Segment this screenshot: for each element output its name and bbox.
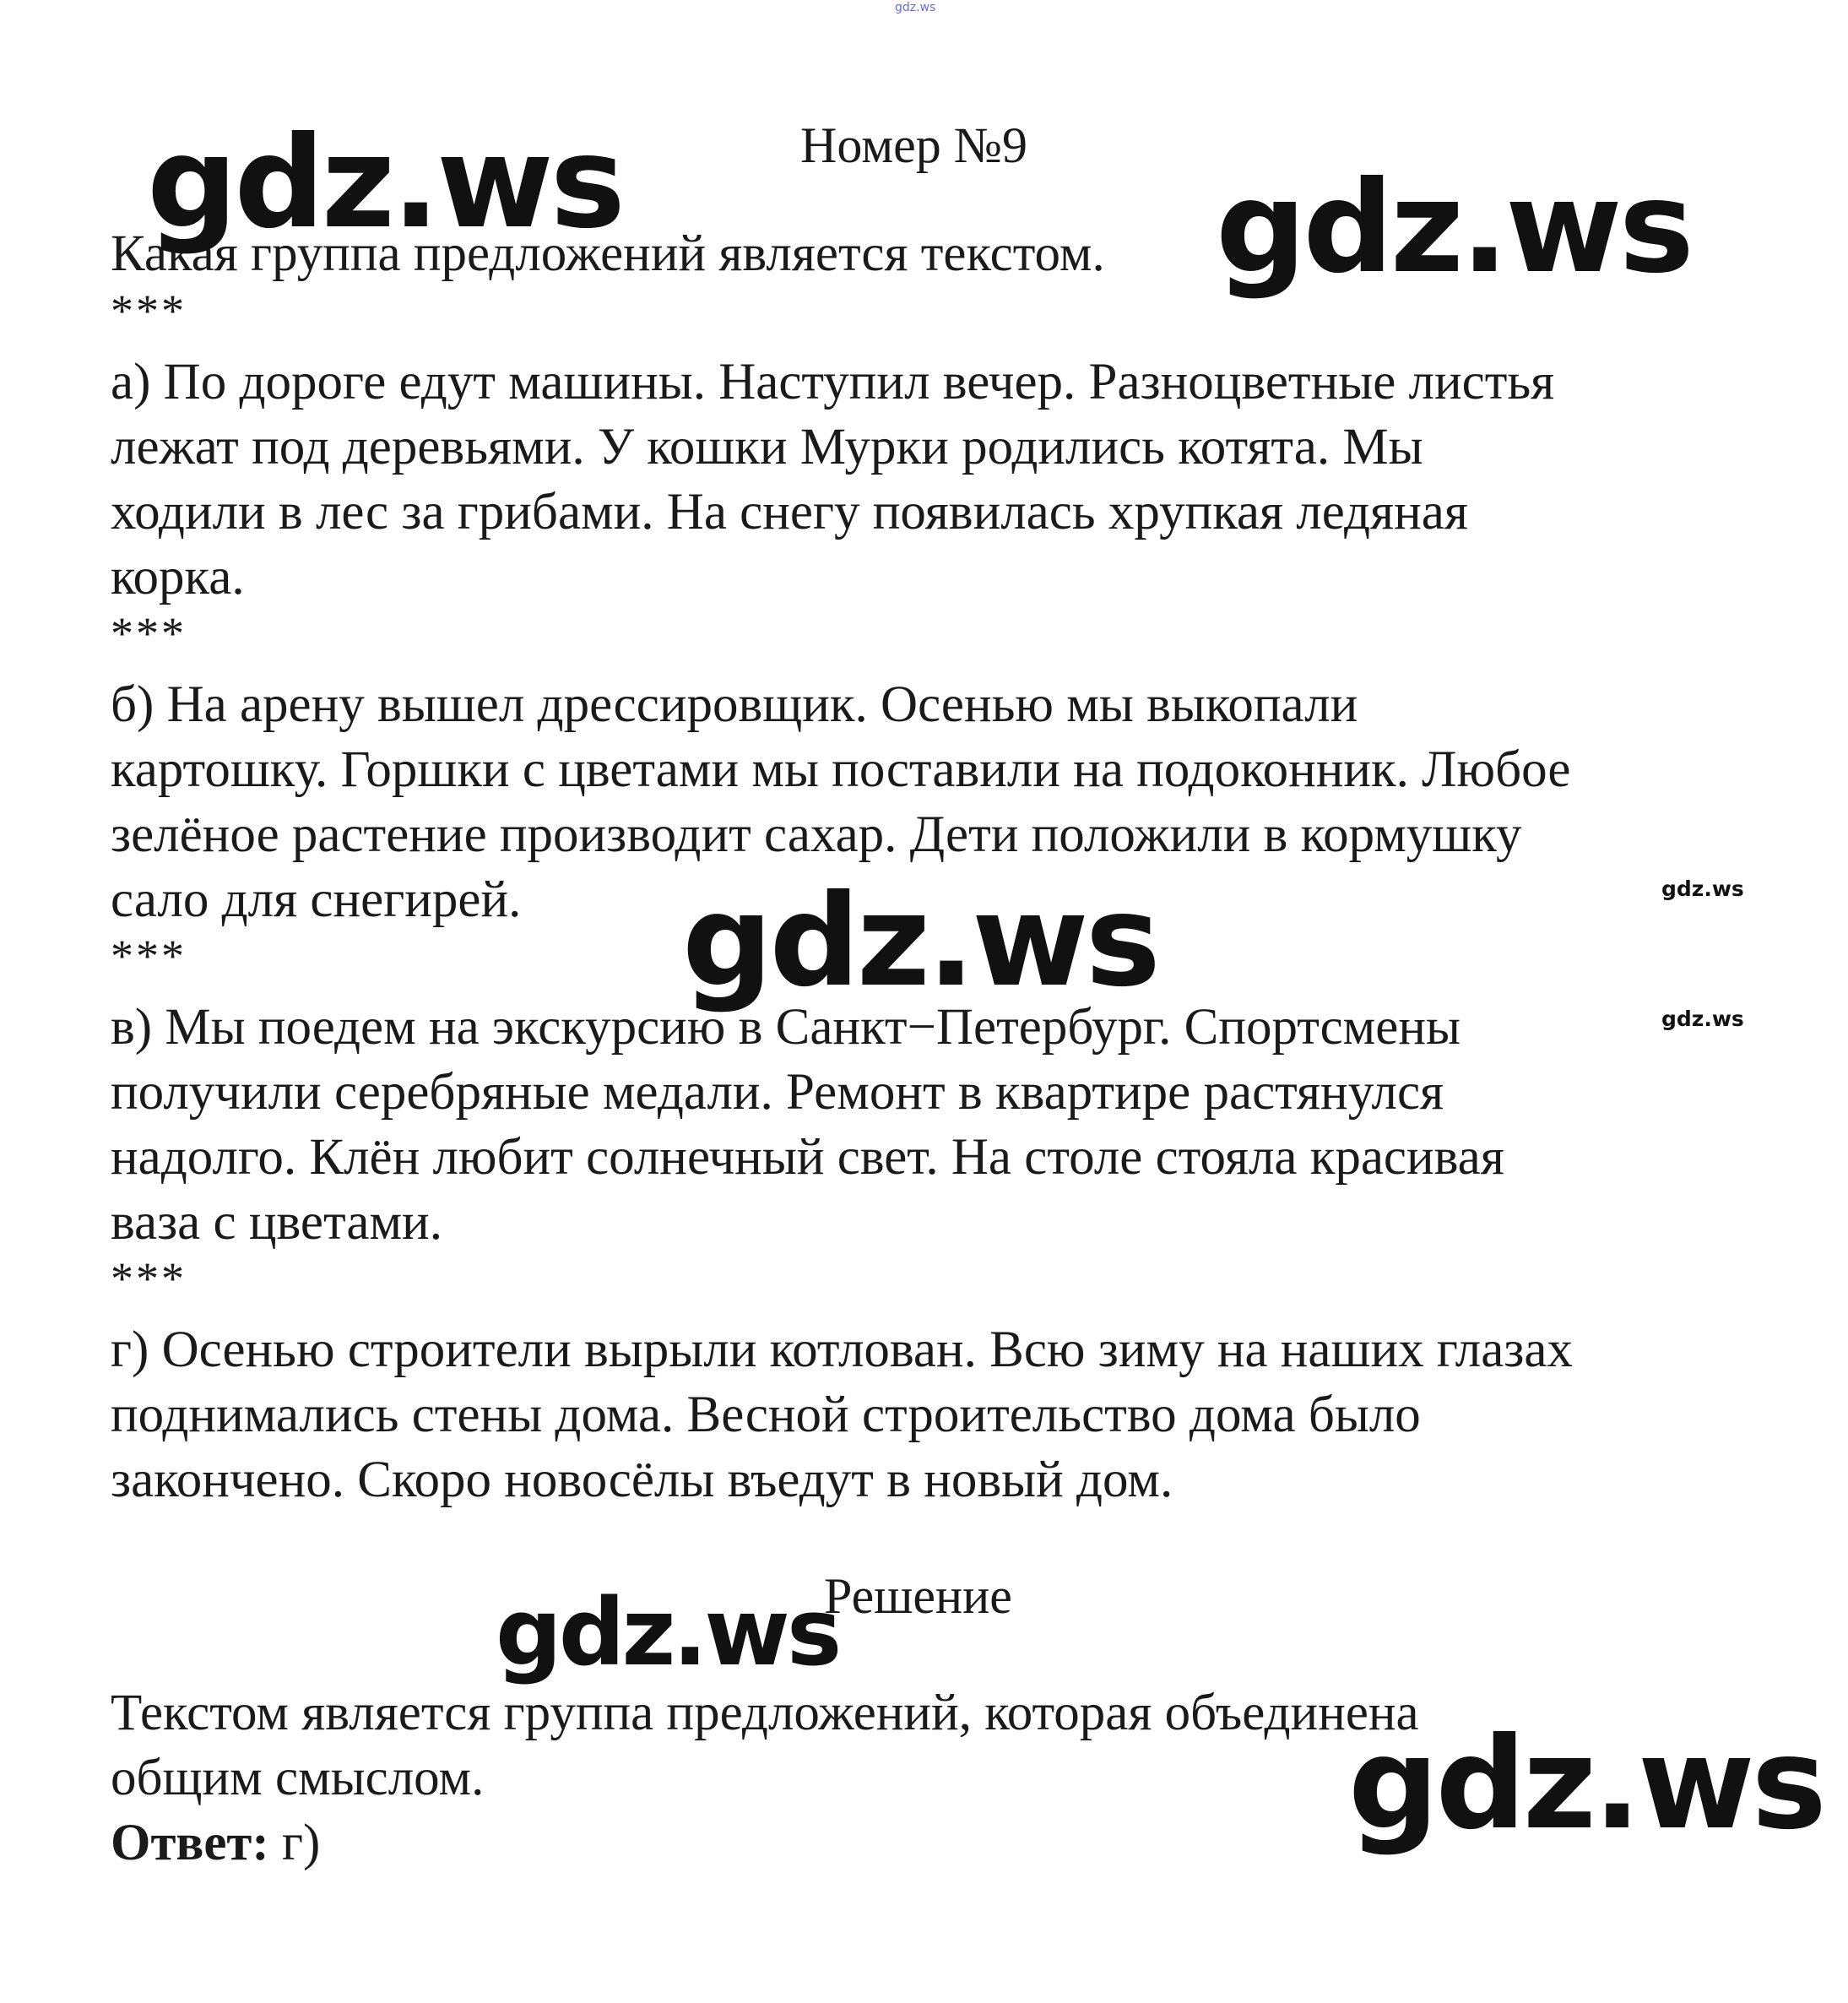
separator: *** [111,1253,187,1304]
option-line: корка. [111,549,245,605]
solution-line: общим смыслом. [111,1750,485,1806]
watermark: gdz.ws [496,1578,839,1686]
option-line: сало для снегирей. [111,871,522,928]
option-line: в) Мы поедем на экскурсию в Санкт−Петербург. Спортсмены [111,999,1461,1056]
option-line: а) По дороге едут машины. Наступил вечер. Разноцветные листья [111,354,1555,410]
separator: *** [111,608,187,659]
header-watermark: gdz.ws [895,1,936,14]
option-g [111,1317,1765,1512]
watermark: gdz.ws [1348,1711,1824,1858]
option-line: картошку. Горшки с цветами мы поставили на подоконник. Любое [111,741,1571,798]
option-line: получили серебряные медали. Ремонт в квартире растянулся [111,1064,1444,1121]
answer-label: Ответ: [111,1815,269,1871]
option-line: ваза с цветами. [111,1194,442,1251]
option-line: б) На арену вышел дрессировщик. Осенью мы выкопали [111,676,1358,733]
option-line: поднимались стены дома. Весной строительство дома было [111,1387,1421,1443]
separator: *** [111,931,187,981]
separator: *** [111,285,187,336]
watermark-small: gdz.ws [1661,877,1744,901]
watermark: gdz.ws [682,868,1157,1015]
option-v [111,995,1765,1255]
question-line: Какая группа предложений является текстом. [111,225,1105,282]
option-line: зелёное растение производит сахар. Дети положили в кормушку [111,806,1522,863]
page-title: Номер №9 [800,117,1028,173]
answer-value: г) [268,1815,321,1871]
option-line: ходили в лес за грибами. На снегу появилась хрупкая ледяная [111,484,1468,540]
option-line: лежат под деревьями. У кошки Мурки родились котята. Мы [111,419,1423,475]
solution-line: Текстом является группа предложений, которая объединена [111,1685,1419,1741]
option-a [111,350,1765,610]
watermark: gdz.ws [147,110,622,257]
watermark: gdz.ws [1216,155,1691,301]
option-line: закончено. Скоро новосёлы въедут в новый дом. [111,1452,1173,1508]
solution-title: Решение [824,1568,1012,1624]
option-line: г) Осенью строители вырыли котлован. Всю зиму на наших глазах [111,1322,1573,1378]
watermark-small: gdz.ws [1661,1007,1744,1031]
option-line: надолго. Клён любит солнечный свет. На столе стояла красивая [111,1129,1504,1186]
